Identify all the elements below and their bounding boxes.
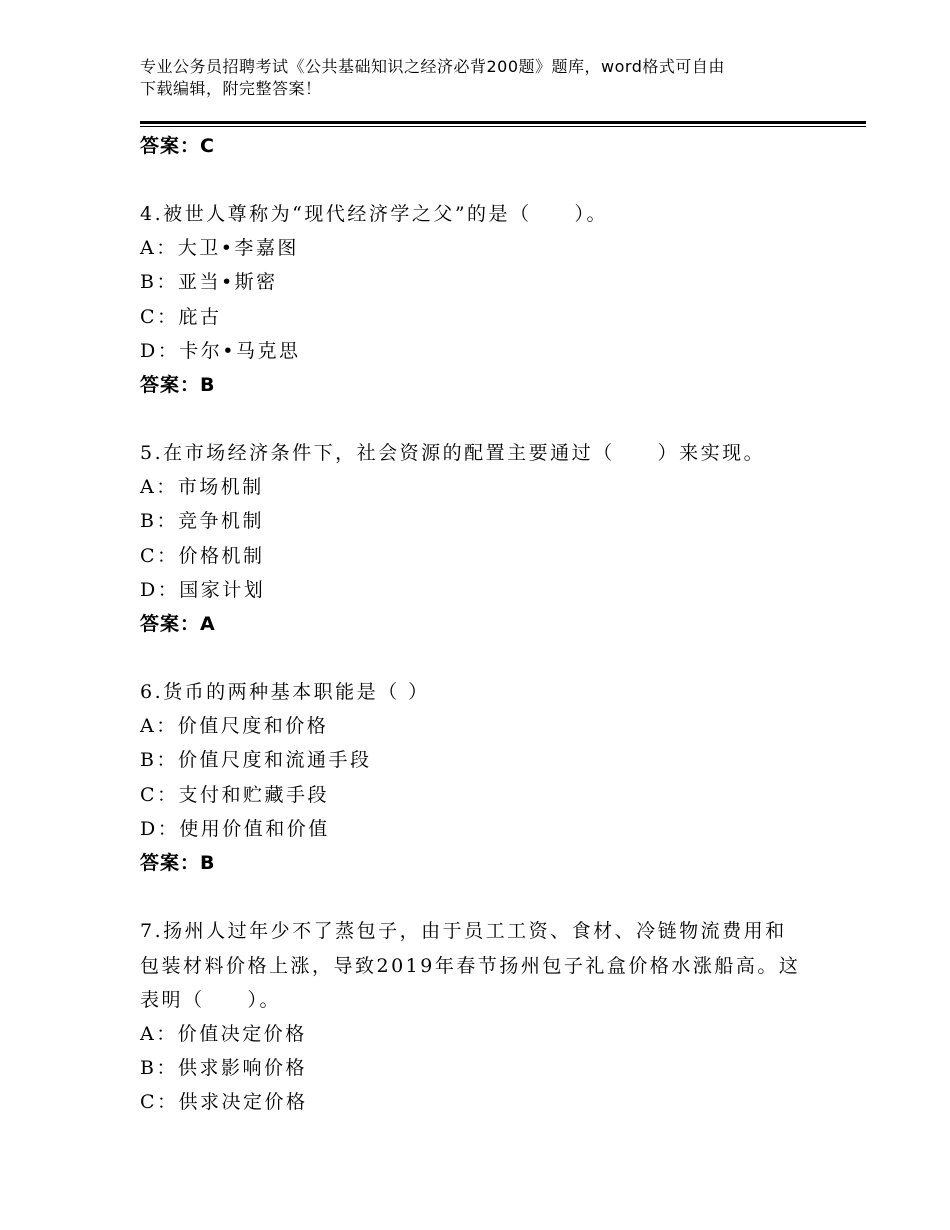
header-line-2: 下载编辑，附完整答案！ xyxy=(140,79,322,98)
answer-q3: 答案：C xyxy=(140,135,215,157)
question-5-option-c: C：价格机制 xyxy=(140,545,265,567)
question-7-stem-line-3: 表明（ ）。 xyxy=(140,989,282,1011)
question-6-option-c: C：支付和贮藏手段 xyxy=(140,784,330,806)
question-6-option-d: D：使用价值和价值 xyxy=(140,818,330,840)
document-header xyxy=(140,56,840,100)
question-5-option-d: D：国家计划 xyxy=(140,579,266,601)
question-5-option-b: B：竞争机制 xyxy=(140,510,264,532)
question-4-option-b: B：亚当•斯密 xyxy=(140,271,278,293)
question-7-option-c: C：供求决定价格 xyxy=(140,1091,308,1113)
question-7-stem-line-1: 7.扬州人过年少不了蒸包子，由于员工工资、食材、冷链物流费用和 xyxy=(140,920,787,942)
question-4-option-d: D：卡尔•马克思 xyxy=(140,340,301,362)
question-6-option-b: B：价值尺度和流通手段 xyxy=(140,749,372,771)
header-line-1: 专业公务员招聘考试《公共基础知识之经济必背200题》题库，word格式可自由 xyxy=(140,57,725,76)
question-7-stem-line-2: 包装材料价格上涨，导致2019年春节扬州包子礼盒价格水涨船高。这 xyxy=(140,955,801,977)
question-6-stem: 6.货币的两种基本职能是（ ） xyxy=(140,681,430,703)
question-4-option-c: C：庇古 xyxy=(140,306,222,328)
question-6-option-a: A：价值尺度和价格 xyxy=(140,715,329,737)
question-4-stem: 4.被世人尊称为“现代经济学之父”的是（ ）。 xyxy=(140,203,609,225)
answer-q4: 答案：B xyxy=(140,374,216,396)
answer-q5: 答案：A xyxy=(140,613,216,635)
header-rule-thin xyxy=(140,126,866,127)
answer-q6: 答案：B xyxy=(140,852,216,874)
question-4-option-a: A：大卫•李嘉图 xyxy=(140,237,299,259)
question-5-option-a: A：市场机制 xyxy=(140,476,264,498)
question-7-option-a: A：价值决定价格 xyxy=(140,1023,307,1045)
header-rule-thick xyxy=(140,121,866,124)
question-7-option-b: B：供求影响价格 xyxy=(140,1057,307,1079)
question-5-stem: 5.在市场经济条件下，社会资源的配置主要通过（ ）来实现。 xyxy=(140,442,766,464)
